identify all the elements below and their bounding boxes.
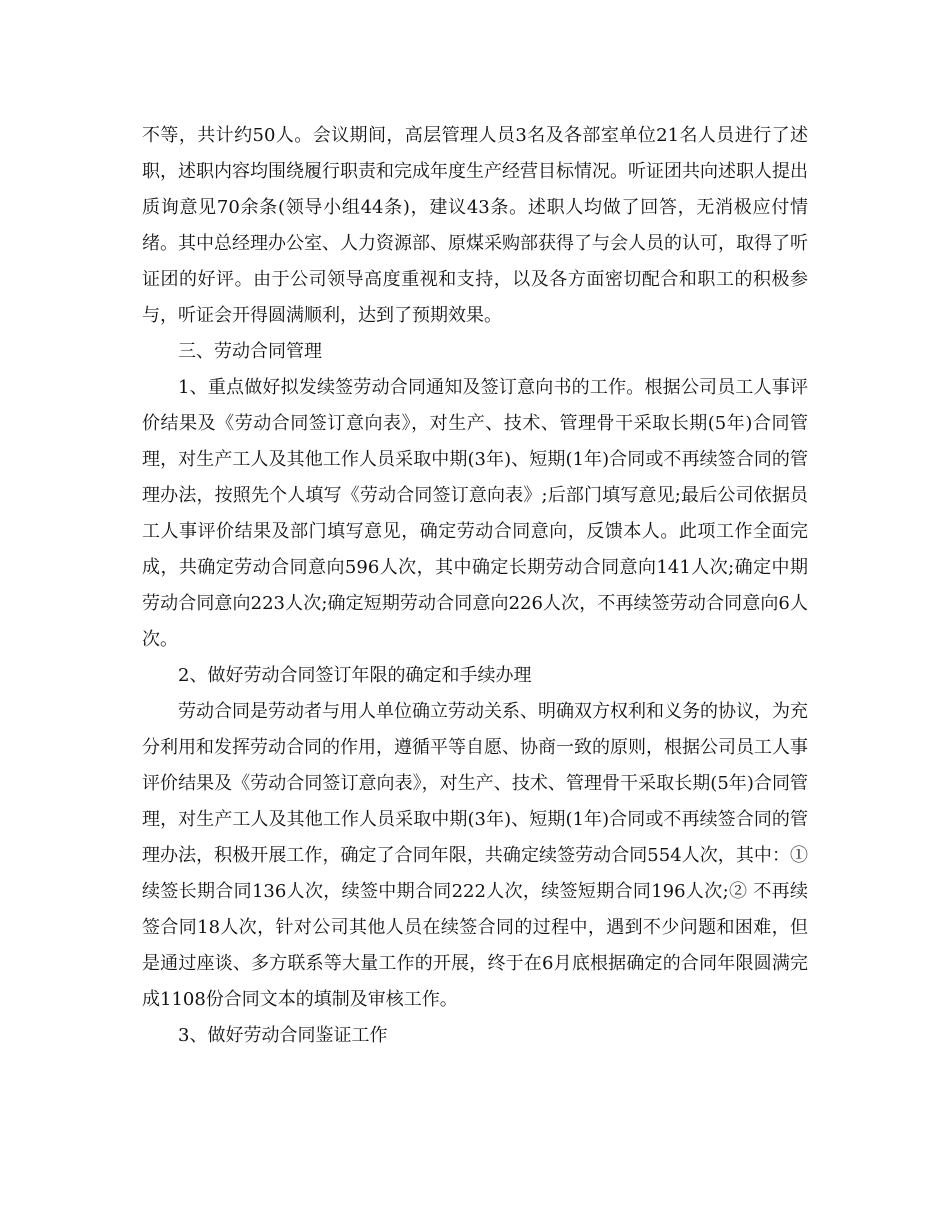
paragraph-hearing-summary: 不等，共计约50人。会议期间，高层管理人员3名及各部室单位21名人员进行了述职，述职内容均围绕履行职责和完成年度生产经营目标情况。听证团共向述职人提出质询意见70余条(领导小组44条)，建议43条。述职人均做了回答，无消极应付情绪。其中总经理办公室、人力资源部、原煤采购部获得了与会人员的认可，取得了听证团的好评。由于公司领导高度重视和支持，以及各方面密切配合和职工的积极参与，听证会开得圆满顺利，达到了预期效果。 [142,125,808,326]
document-body [142,118,808,1054]
paragraph-contract-term: 劳动合同是劳动者与用人单位确立劳动关系、明确双方权利和义务的协议，为充分利用和发挥劳动合同的作用，遵循平等自愿、协商一致的原则，根据公司员工人事评价结果及《劳动合同签订意向表》，对生产、技术、管理骨干采取长期(5年)合同管理，对生产工人及其他工作人员采取中期(3年)、短期(1年)合同或不再续签合同的管理办法，积极开展工作，确定了合同年限，共确定续签劳动合同554人次，其中：①续签长期合同136人次，续签中期合同222人次，续签短期合同196人次;② 不再续签合同18人次，针对公司其他人员在续签合同的过程中，遇到不少问题和困难，但是通过座谈、多方联系等大量工作的开展，终于在6月底根据确定的合同年限圆满完成1108份合同文本的填制及审核工作。 [142,701,808,1010]
subheading-contract-certification: 3、做好劳动合同鉴证工作 [178,1025,388,1046]
paragraph-contract-intent: 1、重点做好拟发续签劳动合同通知及签订意向书的工作。根据公司员工人事评价结果及《劳动合同签订意向表》，对生产、技术、管理骨干采取长期(5年)合同管理，对生产工人及其他工作人员采取中期(3年)、短期(1年)合同或不再续签合同的管理办法，按照先个人填写《劳动合同签订意向表》;后部门填写意见;最后公司依据员工人事评价结果及部门填写意见，确定劳动合同意向，反馈本人。此项工作全面完成，共确定劳动合同意向596人次，其中确定长期劳动合同意向141人次;确定中期劳动合同意向223人次;确定短期劳动合同意向226人次，不再续签劳动合同意向6人次。 [142,377,808,650]
subheading-contract-term: 2、做好劳动合同签订年限的确定和手续办理 [178,665,532,686]
section-heading-labor-contract: 三、劳动合同管理 [178,341,322,362]
